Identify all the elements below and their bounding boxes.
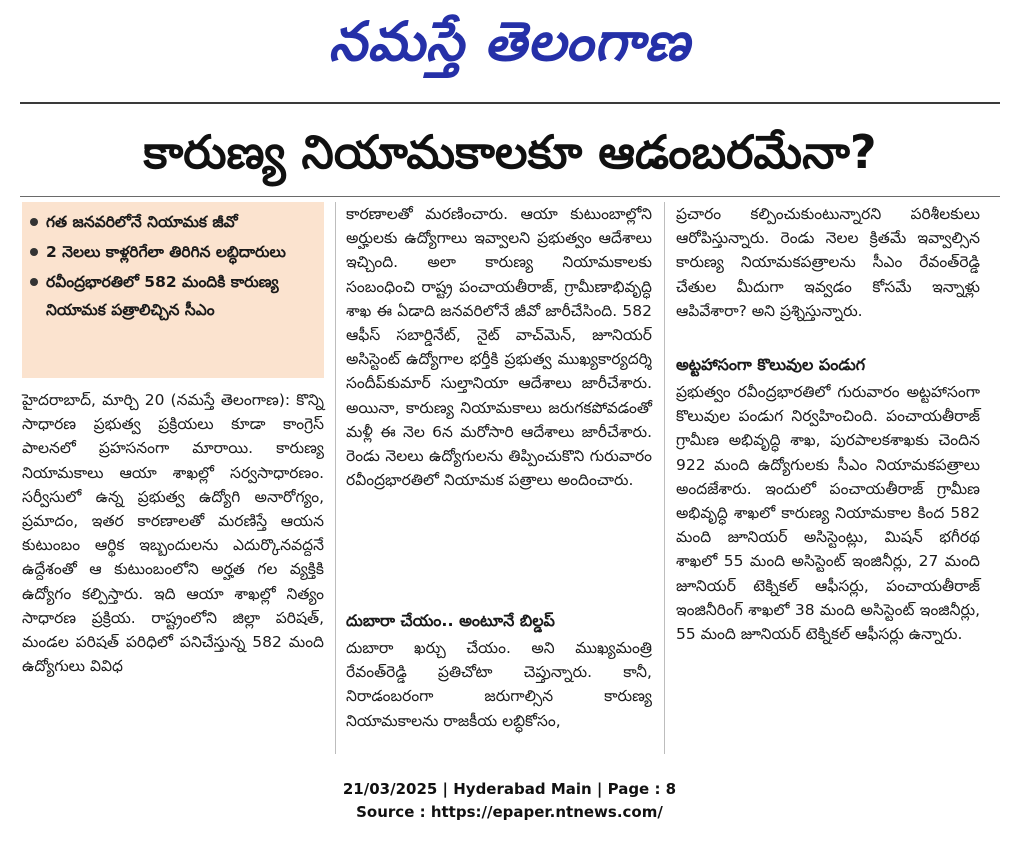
section-subheading: అట్టహాసంగా కొలువుల పండుగ xyxy=(676,355,866,374)
highlight-text: 2 నెలలు కాళ్లరిగేలా తిరిగిన లబ్ధిదారులు xyxy=(46,243,286,261)
paragraph: దుబారా ఖర్చు చేయం. అని ముఖ్యమంత్రి రేవంత్‌రెడ్డి ప్రతిచోటా చెప్తున్నారు. కానీ, నిరాడంబరంగా జరుగాల్సిన కారుణ్య నియామకాలను రాజకీయ లబ్ధికోసం, xyxy=(346,639,652,730)
publication-info: 21/03/2025 | Hyderabad Main | Page : 8 xyxy=(342,780,677,798)
column-divider xyxy=(335,202,336,754)
paragraph: ప్రచారం కల్పించుకుంటున్నారని పరిశీలకులు ఆరోపిస్తున్నారు. రెండు నెలల క్రితమే ఇవ్వాల్సిన కారుణ్య నియామకపత్రాలను సీఎం రేవంత్‌రెడ్డి చేతుల మీదుగా ఇవ్వడం కోసమే ఇన్నాళ్లు ఆపివేశారా? అని ప్రశ్నిస్తున్నారు. xyxy=(676,205,980,320)
article-headline: కారుణ్య నియామకాలకూ ఆడంబరమేనా? xyxy=(143,125,877,179)
paragraph: ప్రభుత్వం రవీంద్రభారతిలో గురువారం అట్టహాసంగా కొలువుల పండుగ నిర్వహించింది. పంచాయతీరాజ్ గ్రామీణ అభివృద్ధి శాఖ, పురపాలకశాఖకు చెందిన 922 మంది ఉద్యోగులకు సీఎం నియామకపత్రాలు అందజేశారు. ఇందులో పంచాయతీరాజ్ గ్రామీణ అభివృద్ధి శాఖలో కారుణ్య నియామకాల కింద 582 మంది జూనియర్ అసిస్టెంట్లు, మిషన్ భగీరథ శాఖలో 55 మంది అసిస్టెంట్ ఇంజినీర్లు, 27 మంది జూనియర్ టెక్నికల్ ఆఫీసర్లు, పంచాయతీరాజ్ ఇంజినీరింగ్ శాఖలో 38 మంది అసిస్టెంట్ ఇంజినీర్లు, 55 మంది జూనియర్ టెక్నికల్ ఆఫీసర్లు ఉన్నారు. xyxy=(676,383,980,644)
highlights-box xyxy=(22,202,324,378)
masthead-logo: నమస్తే తెలంగాణ xyxy=(328,10,691,73)
source-link[interactable]: Source : https://epaper.ntnews.com/ xyxy=(356,803,663,821)
section-subheading: దుబారా చేయం.. అంటూనే బిల్డప్ xyxy=(346,611,555,630)
paragraph: కారణాలతో మరణించారు. ఆయా కుటుంబాల్లోని అర్హులకు ఉద్యోగాలు ఇవ్వాలని ప్రభుత్వం ఆదేశాలు ఇచ్చింది. అలా కారుణ్య నియామకాలకు సంబంధించి రాష్ట్ర పంచాయతీరాజ్, గ్రామీణాభివృద్ధి శాఖ ఈ ఏడాది జనవరిలోనే జీవో జారీచేసింది. 582 ఆఫీస్ సబార్డినేట్, నైట్ వాచ్‌మెన్, జూనియర్ అసిస్టెంట్ ఉద్యోగాల భర్తీకి ప్రభుత్వ ముఖ్యకార్యదర్శి సందీప్‌కుమార్ సుల్తానియా ఆదేశాలు జారీచేశారు. అయినా, కారుణ్య నియామకాలు జరుగకపోవడంతో మళ్లీ ఈ నెల 6న మరోసారి ఆదేశాలు జారీచేశారు. రెండు నెలలు ఉద్యోగులను తిప్పించుకొని గురువారం రవీంద్రభారతిలో నియామక పత్రాలు అందించారు. xyxy=(346,205,652,490)
article-column-1 xyxy=(22,388,324,678)
bullet-icon xyxy=(30,248,38,256)
column-divider xyxy=(664,202,665,754)
highlight-item xyxy=(30,238,314,266)
highlight-item xyxy=(30,208,314,236)
article-column-2 xyxy=(346,202,652,492)
highlight-text: రవీంద్రభారతిలో 582 మందికి కారుణ్య నియామక పత్రాలిచ్చిన సీఎం xyxy=(46,273,279,319)
bullet-icon xyxy=(30,278,38,286)
masthead-rule xyxy=(20,102,1000,104)
article-column-3-section xyxy=(676,350,980,646)
highlight-text: గత జనవరిలోనే నియామక జీవో xyxy=(46,213,238,231)
article-column-3 xyxy=(676,202,980,323)
headline-rule xyxy=(20,196,1000,197)
highlight-item xyxy=(30,268,314,324)
paragraph: హైదరాబాద్, మార్చి 20 (నమస్తే తెలంగాణ): కొన్ని సాధారణ ప్రభుత్వ ప్రక్రియలు కూడా కాంగ్రెస్ పాలనలో ప్రహసనంగా మారాయి. కారుణ్య నియామకాలు ఆయా శాఖల్లో సర్వసాధారణం. సర్వీసులో ఉన్న ప్రభుత్వ ఉద్యోగి అనారోగ్యం, ప్రమాదం, ఇతర కారణాలతో మరణిస్తే ఆయన కుటుంబం ఆర్థిక ఇబ్బందులను ఎదుర్కొనవద్దనే ఉద్దేశంతో ఆ కుటుంబంలోని అర్హత గల వ్యక్తికి ఉద్యోగం కల్పిస్తారు. ఇది ఆయా శాఖల్లో నిత్యం సాధారణ ప్రక్రియ. రాష్ట్రంలోని జిల్లా పరిషత్, మండల పరిషత్ పరిధిలో పనిచేస్తున్న 582 మంది ఉద్యోగులు వివిధ xyxy=(22,391,324,676)
article-column-2-section xyxy=(346,606,652,733)
bullet-icon xyxy=(30,218,38,226)
